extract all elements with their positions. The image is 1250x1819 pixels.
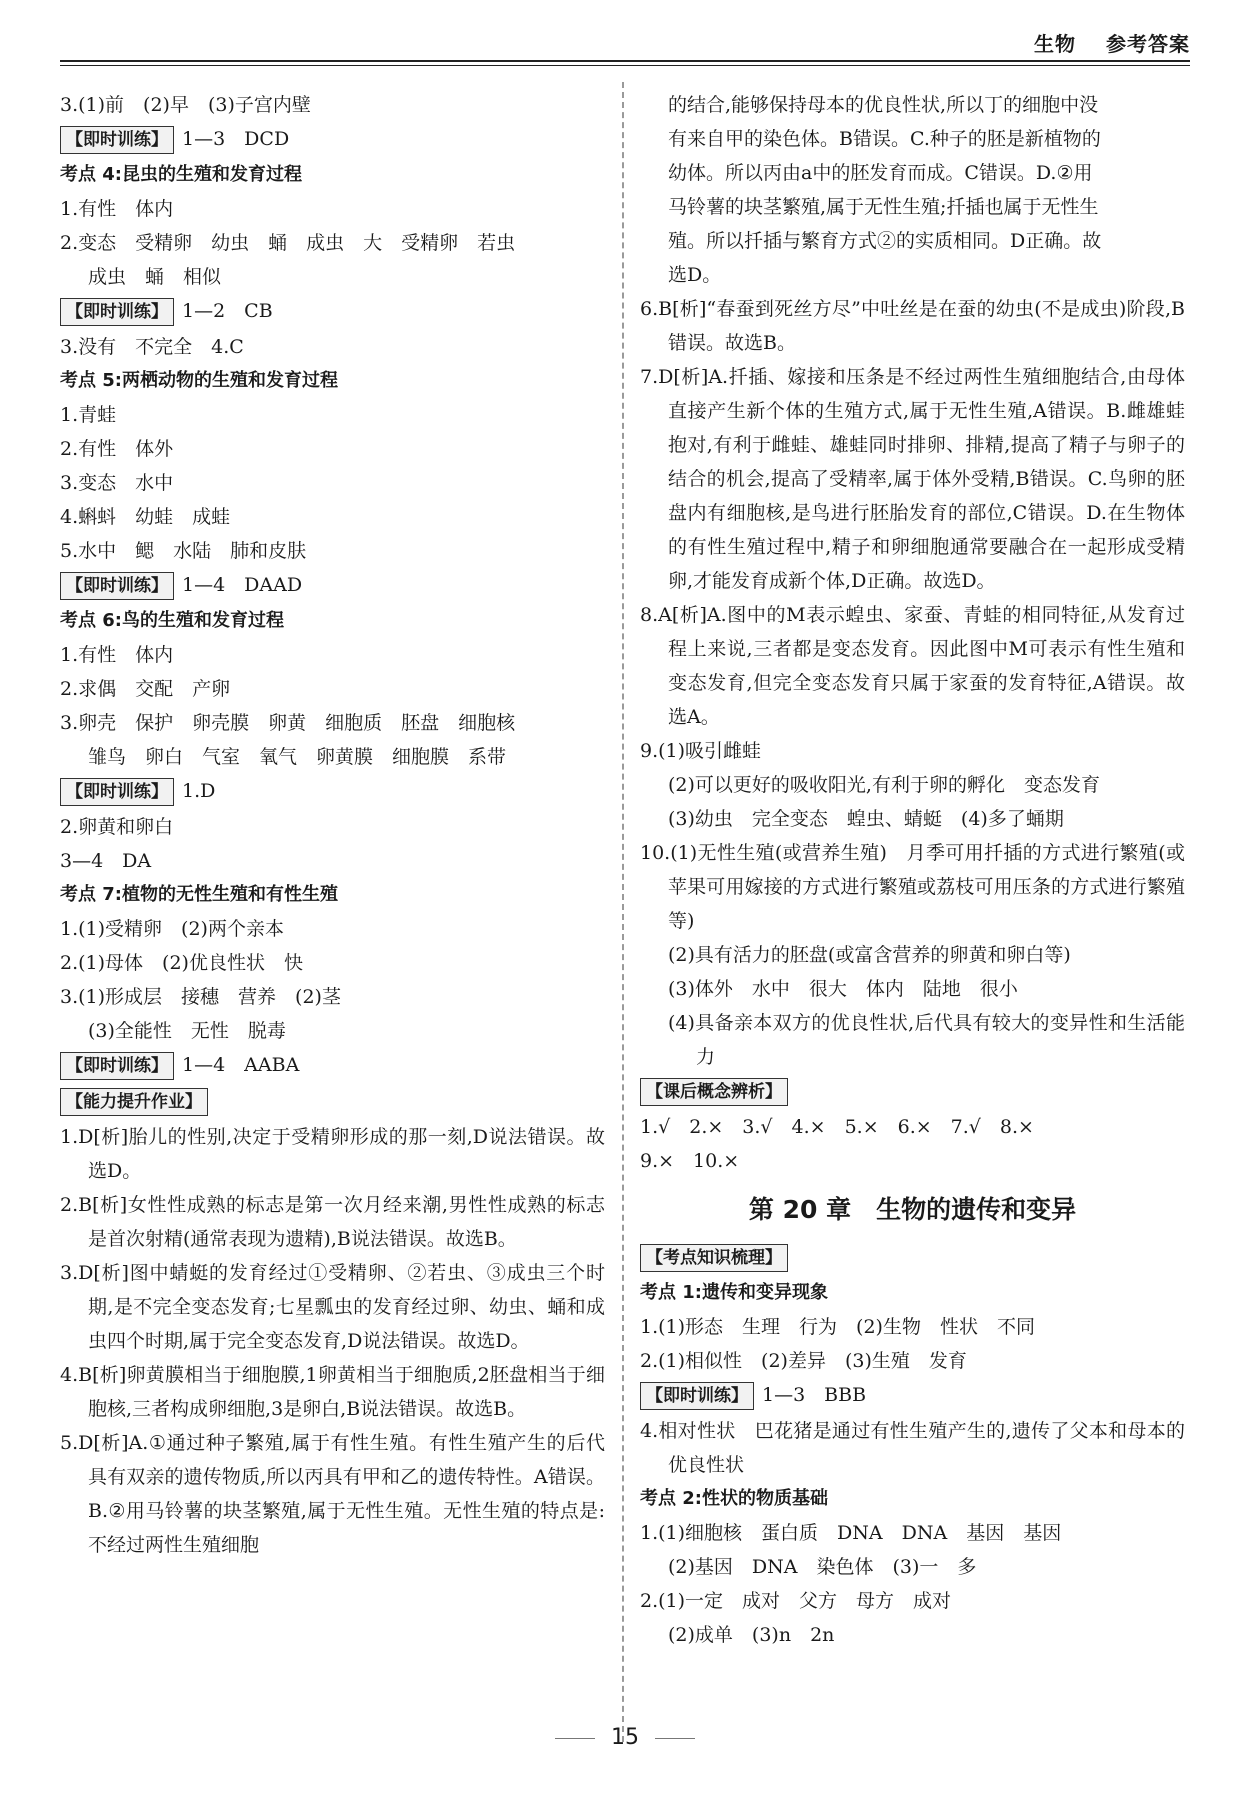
answer-text: 1—3 DCD <box>182 128 290 150</box>
answer-line: (2)可以更好的吸收阳光,有利于卵的孵化 变态发育 <box>668 774 1100 796</box>
header-rule-thick <box>60 60 1190 62</box>
topic-heading: 考点 6:鸟的生殖和发育过程 <box>60 610 284 631</box>
page-header <box>60 22 1190 62</box>
explanation-paragraph: 6.B[析]“春蚕到死丝方尽”中吐丝是在蚕的幼虫(不是成虫)阶段,B错误。故选B。 <box>640 298 1185 354</box>
answer-line: 雏鸟 卵白 气室 氧气 卵黄膜 细胞膜 系带 <box>88 746 507 768</box>
answer-line: 2.(1)一定 成对 父方 母方 成对 <box>640 1590 952 1612</box>
answer-line: 5.水中 鳃 水陆 肺和皮肤 <box>60 540 307 562</box>
header-subject: 生物 <box>1034 32 1076 56</box>
answer-line: 1.√ 2.× 3.√ 4.× 5.× 6.× 7.√ 8.× <box>640 1116 1034 1138</box>
topic-heading: 考点 7:植物的无性生殖和有性生殖 <box>60 884 338 905</box>
header-title <box>1034 28 1190 57</box>
practice-line <box>60 122 605 158</box>
practice-line <box>60 568 605 604</box>
explanation-paragraph: 2.B[析]女性性成熟的标志是第一次月经来潮,男性性成熟的标志是首次射精(通常表现为遗精),B说法错误。故选B。 <box>60 1194 605 1250</box>
section-tag: 【即时训练】 <box>60 572 174 600</box>
practice-line <box>60 774 605 810</box>
answer-line: 2.有性 体外 <box>60 438 174 460</box>
answer-line: 9.× 10.× <box>640 1150 740 1172</box>
answer-line: (3)幼虫 完全变态 蝗虫、蜻蜓 (4)多了蛹期 <box>668 808 1064 830</box>
right-column <box>640 88 1185 1652</box>
header-rule-thin <box>60 65 1190 66</box>
answer-line: 马铃薯的块茎繁殖,属于无性生殖;扦插也属于无性生 <box>668 196 1099 218</box>
practice-line <box>640 1240 1185 1276</box>
answer-line: (2)具有活力的胚盘(或富含营养的卵黄和卵白等) <box>668 944 1071 966</box>
explanation-paragraph: 5.D[析]A.①通过种子繁殖,属于有性生殖。有性生殖产生的后代具有双亲的遗传物质,所以丙具有甲和乙的遗传特性。A错误。B.②用马铃薯的块茎繁殖,属于无性生殖。无性生殖的特点是:不经过两性生殖细胞 <box>60 1432 605 1556</box>
topic-heading: 考点 2:性状的物质基础 <box>640 1488 828 1509</box>
explanation-paragraph: 8.A[析]A.图中的M表示蝗虫、家蚕、青蛙的相同特征,从发育过程上来说,三者都是变态发育。因此图中M可表示有性生殖和变态发育,但完全变态发育只属于家蚕的发育特征,A错误。故选A。 <box>640 604 1185 728</box>
explanation-paragraph: (4)具备亲本双方的优良性状,后代具有较大的变异性和生活能力 <box>668 1012 1185 1068</box>
answer-line: 2.(1)母体 (2)优良性状 快 <box>60 952 303 974</box>
practice-line <box>60 1084 605 1120</box>
answer-line: 2.变态 受精卵 幼虫 蛹 成虫 大 受精卵 若虫 <box>60 232 516 254</box>
answer-line: 9.(1)吸引雌蛙 <box>640 740 762 762</box>
practice-line <box>60 1048 605 1084</box>
answer-line: 2.卵黄和卵白 <box>60 816 174 838</box>
chapter-title: 第 20 章 生物的遗传和变异 <box>748 1195 1077 1224</box>
page-footer <box>0 1725 1250 1750</box>
section-tag: 【即时训练】 <box>60 126 174 154</box>
column-divider <box>622 82 624 1742</box>
footer-dash-right <box>655 1738 695 1739</box>
answer-line: 1.(1)细胞核 蛋白质 DNA DNA 基因 基因 <box>640 1522 1062 1544</box>
answer-line: 幼体。所以丙由a中的胚发育而成。C错误。D.②用 <box>668 162 1093 184</box>
footer-dash-left <box>555 1738 595 1739</box>
answer-line: 2.求偶 交配 产卵 <box>60 678 231 700</box>
answer-line: 3.变态 水中 <box>60 472 174 494</box>
answer-line: 1.青蛙 <box>60 404 117 426</box>
practice-line <box>60 294 605 330</box>
topic-heading: 考点 1:遗传和变异现象 <box>640 1282 828 1303</box>
topic-heading: 考点 5:两栖动物的生殖和发育过程 <box>60 370 338 391</box>
section-tag: 【即时训练】 <box>60 778 174 806</box>
answer-line: 1.有性 体内 <box>60 198 174 220</box>
answer-line: (2)成单 (3)n 2n <box>668 1624 835 1646</box>
topic-heading: 考点 4:昆虫的生殖和发育过程 <box>60 164 302 185</box>
answer-line: 1.(1)受精卵 (2)两个亲本 <box>60 918 284 940</box>
answer-text: 1—4 AABA <box>182 1054 300 1076</box>
answer-line: (2)基因 DNA 染色体 (3)一 多 <box>668 1556 977 1578</box>
practice-line <box>640 1074 1185 1110</box>
answer-line: 选D。 <box>668 264 722 286</box>
answer-line: 有来自甲的染色体。B错误。C.种子的胚是新植物的 <box>668 128 1101 150</box>
answer-line: 3.(1)前 (2)早 (3)子宫内壁 <box>60 94 311 116</box>
explanation-paragraph: 4.相对性状 巴花猪是通过有性生殖产生的,遗传了父本和母本的优良性状 <box>640 1420 1185 1476</box>
answer-text: 1—3 BBB <box>762 1384 867 1406</box>
section-tag: 【即时训练】 <box>60 1052 174 1080</box>
answer-line: 成虫 蛹 相似 <box>88 266 222 288</box>
answer-text: 1.D <box>182 780 216 802</box>
explanation-paragraph: 1.D[析]胎儿的性别,决定于受精卵形成的那一刻,D说法错误。故选D。 <box>60 1126 605 1182</box>
page-number: 15 <box>611 1725 639 1750</box>
answer-line: 1.(1)形态 生理 行为 (2)生物 性状 不同 <box>640 1316 1035 1338</box>
section-tag: 【考点知识梳理】 <box>640 1244 788 1272</box>
explanation-paragraph: 3.D[析]图中蜻蜓的发育经过①受精卵、②若虫、③成虫三个时期,是不完全变态发育;七星瓢虫的发育经过卵、幼虫、蛹和成虫四个时期,属于完全变态发育,D说法错误。故选D。 <box>60 1262 605 1352</box>
left-column <box>60 88 605 1562</box>
explanation-paragraph: 4.B[析]卵黄膜相当于细胞膜,1卵黄相当于细胞质,2胚盘相当于细胞核,三者构成卵细胞,3是卵白,B说法错误。故选B。 <box>60 1364 605 1420</box>
section-tag: 【能力提升作业】 <box>60 1088 208 1116</box>
answer-line: 的结合,能够保持母本的优良性状,所以丁的细胞中没 <box>668 94 1099 116</box>
section-tag: 【课后概念辨析】 <box>640 1078 788 1106</box>
answer-line: 3.(1)形成层 接穗 营养 (2)茎 <box>60 986 341 1008</box>
practice-line <box>640 1378 1185 1414</box>
section-tag: 【即时训练】 <box>60 298 174 326</box>
answer-line: 3.没有 不完全 4.C <box>60 336 244 358</box>
answer-line: (3)体外 水中 很大 体内 陆地 很小 <box>668 978 1018 1000</box>
answer-line: 3—4 DA <box>60 850 152 872</box>
section-tag: 【即时训练】 <box>640 1382 754 1410</box>
header-section: 参考答案 <box>1106 32 1190 56</box>
answer-line: 1.有性 体内 <box>60 644 174 666</box>
answer-text: 1—4 DAAD <box>182 574 303 596</box>
answer-line: 4.蝌蚪 幼蛙 成蛙 <box>60 506 231 528</box>
answer-line: (3)全能性 无性 脱毒 <box>88 1020 286 1042</box>
answer-text: 1—2 CB <box>182 300 273 322</box>
answer-line: 殖。所以扦插与繁育方式②的实质相同。D正确。故 <box>668 230 1102 252</box>
answer-line: 2.(1)相似性 (2)差异 (3)生殖 发育 <box>640 1350 967 1372</box>
explanation-paragraph: 7.D[析]A.扦插、嫁接和压条是不经过两性生殖细胞结合,由母体直接产生新个体的生殖方式,属于无性生殖,A错误。B.雌雄蛙抱对,有利于雌蛙、雄蛙同时排卵、排精,提高了精子与卵子的结合的机会,提高了受精率,属于体外受精,B错误。C.鸟卵的胚盘内有细胞核,是鸟进行胚胎发育的部位,C错误。D.在生物体的有性生殖过程中,精子和卵细胞通常要融合在一起形成受精卵,才能发育成新个体,D正确。故选D。 <box>640 366 1185 592</box>
answer-line: 3.卵壳 保护 卵壳膜 卵黄 细胞质 胚盘 细胞核 <box>60 712 516 734</box>
explanation-paragraph: 10.(1)无性生殖(或营养生殖) 月季可用扦插的方式进行繁殖(或苹果可用嫁接的方式进行繁殖或荔枝可用压条的方式进行繁殖等) <box>640 842 1185 932</box>
